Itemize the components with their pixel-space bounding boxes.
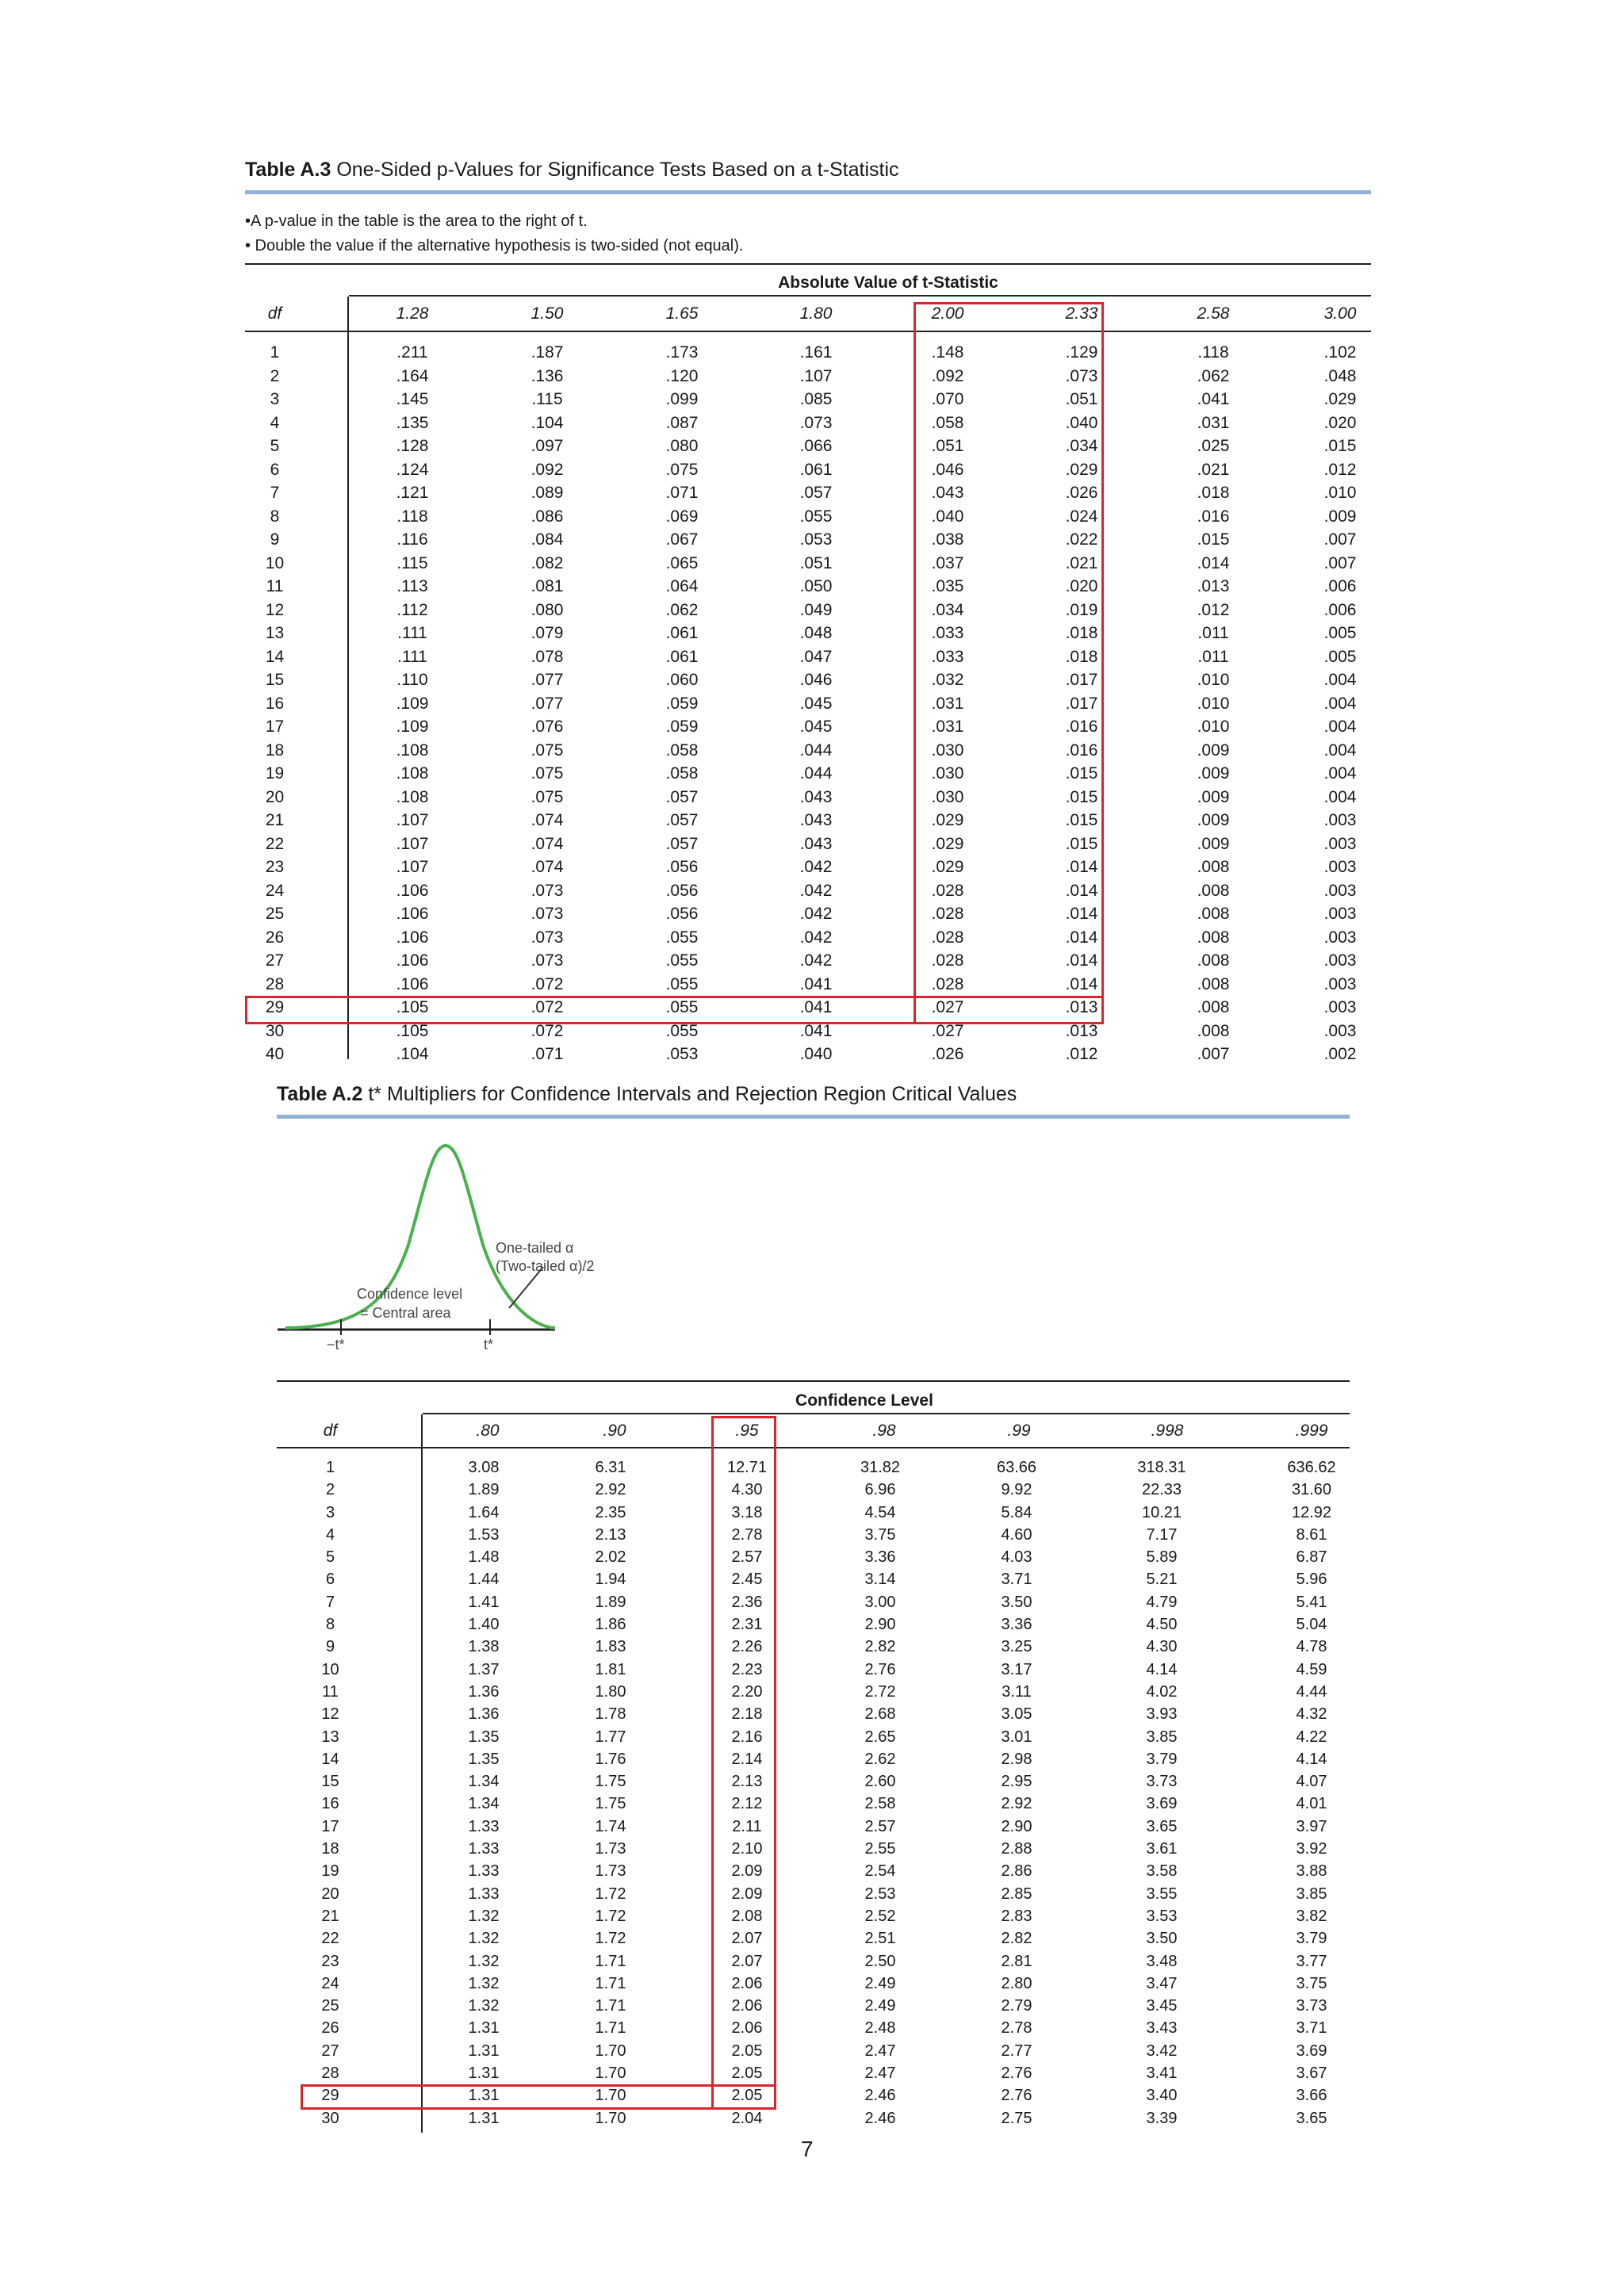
table-a2-values-999: 636.62 31.60 12.92 8.61 6.87 5.96 5.41 5.04 4.78 4.59 4.44 4.32 4.22 4.14 4.07 4.01 3.97 3.92 3.88 3.85 3.82 3.79 3.77 3.75 3.73 3.71 3.69 3.67 3.66 3.65 xyxy=(1287,1459,1336,2127)
table-a2-col-80: .80 xyxy=(476,1422,500,1440)
table-a3-col-2-00: 2.00 xyxy=(931,304,964,323)
table-a3-col-1-80: 1.80 xyxy=(799,304,833,323)
table-a2-df-column: 1 2 3 4 5 6 7 8 9 10 11 12 13 14 15 16 17 18 19 20 21 22 23 24 25 26 27 28 29 30 xyxy=(321,1459,339,2127)
table-a3-values-1-28: .211 .164 .145 .135 .128 .124 .121 .118 .116 .115 .113 .112 .111 .111 .110 .109 .109 .108 .108 .108 .107 .107 .107 .106 .106 .106 .106 .106 .105 .105 .104 xyxy=(396,343,429,1059)
table-a2-title-prefix: Table A.2 xyxy=(277,1083,363,1105)
table-a2-col-99: .99 xyxy=(1007,1422,1031,1440)
table-a3-body xyxy=(245,0,1387,1059)
table-a2-col-df: df xyxy=(323,1422,338,1440)
table-a3-col-1-28: 1.28 xyxy=(396,304,429,323)
table-a2-col-98: .98 xyxy=(872,1422,896,1440)
table-a3-title-prefix: Table A.3 xyxy=(245,159,331,181)
table-a2-title-text: t* Multipliers for Confidence Intervals and Rejection Region Critical Values xyxy=(368,1083,1017,1105)
table-a2-values-90: 6.31 2.92 2.35 2.13 2.02 1.94 1.89 1.86 1.83 1.81 1.80 1.78 1.77 1.76 1.75 1.75 1.74 1.73 1.73 1.72 1.72 1.72 1.71 1.71 1.71 1.71 1.70 1.70 1.70 1.70 xyxy=(595,1459,626,2127)
table-a2-col-95: .95 xyxy=(735,1422,759,1440)
table-a3-note-1: •A p-value in the table is the area to the right of t. xyxy=(245,212,588,230)
table-a3-note-2: • Double the value if the alternative hypothesis is two-sided (not equal). xyxy=(245,237,744,254)
page-number: 7 xyxy=(801,2137,814,2161)
table-a2-values-80: 3.08 1.89 1.64 1.53 1.48 1.44 1.41 1.40 1.38 1.37 1.36 1.36 1.35 1.35 1.34 1.34 1.33 1.33 1.33 1.33 1.32 1.32 1.32 1.32 1.32 1.31 1.31 1.31 1.31 1.31 xyxy=(468,1459,500,2127)
table-a2-values-99: 63.66 9.92 5.84 4.60 4.03 3.71 3.50 3.36 3.25 3.17 3.11 3.05 3.01 2.98 2.95 2.92 2.90 2.88 2.86 2.85 2.83 2.82 2.81 2.80 2.79 2.78 2.77 2.76 2.76 2.75 xyxy=(996,1459,1037,2127)
table-a2-top-rule xyxy=(277,1380,1350,1382)
table-a2-group-header: Confidence Level xyxy=(795,1391,933,1410)
table-a3-title-text: One-Sided p-Values for Significance Tests Based on a t-Statistic xyxy=(336,159,899,181)
two-tailed-label: (Two-tailed α)/2 xyxy=(496,1258,595,1274)
table-a3-values-3-00: .102 .048 .029 .020 .015 .012 .010 .009 .007 .007 .006 .006 .005 .005 .004 .004 .004 .004 .004 .004 .003 .003 .003 .003 .003 .003 .003 .003 .003 .003 .002 xyxy=(1323,343,1357,1059)
table-a3-values-1-50: .187 .136 .115 .104 .097 .092 .089 .086 .084 .082 .081 .080 .079 .078 .077 .077 .076 .075 .075 .075 .074 .074 .074 .073 .073 .073 .073 .072 .072 .072 .071 xyxy=(530,343,564,1059)
table-a3-col-1-65: 1.65 xyxy=(665,304,699,323)
table-a3-values-2-58: .118 .062 .041 .031 .025 .021 .018 .016 .015 .014 .013 .012 .011 .011 .010 .010 .010 .009 .009 .009 .009 .009 .008 .008 .008 .008 .008 .008 .008 .008 .007 xyxy=(1197,343,1230,1059)
central-area-label: = Central area xyxy=(360,1305,451,1321)
table-a2-col-999: .999 xyxy=(1295,1422,1328,1440)
table-a3-values-1-80: .161 .107 .085 .073 .066 .061 .057 .055 .053 .051 .050 .049 .048 .047 .046 .045 .045 .044 .044 .043 .043 .043 .042 .042 .042 .042 .042 .041 .041 .041 .040 xyxy=(799,343,833,1059)
table-a3-values-1-65: .173 .120 .099 .087 .080 .075 .071 .069 .067 .065 .064 .062 .061 .061 .060 .059 .059 .058 .058 .057 .057 .057 .056 .056 .056 .055 .055 .055 .055 .055 .053 xyxy=(665,343,699,1059)
table-a2-values-95: 12.71 4.30 3.18 2.78 2.57 2.45 2.36 2.31 2.26 2.23 2.20 2.18 2.16 2.14 2.13 2.12 2.11 2.10 2.09 2.09 2.08 2.07 2.07 2.06 2.06 2.06 2.05 2.05 2.05 2.04 xyxy=(726,1459,768,2127)
one-tailed-label: One-tailed α xyxy=(496,1240,574,1256)
table-a2-values-998: 318.31 22.33 10.21 7.17 5.89 5.21 4.79 4.50 4.30 4.14 4.02 3.93 3.85 3.79 3.73 3.69 3.65 3.61 3.58 3.55 3.53 3.50 3.48 3.47 3.45 3.43 3.42 3.41 3.40 3.39 xyxy=(1137,1459,1186,2127)
table-a3-highlight-row-29 xyxy=(245,996,1104,1024)
table-a3-group-header: Absolute Value of t-Statistic xyxy=(778,274,998,292)
table-a3-col-1-50: 1.50 xyxy=(530,304,564,323)
neg-t-label: −t* xyxy=(327,1337,345,1353)
table-a3-values-2-00: .148 .092 .070 .058 .051 .046 .043 .040 .038 .037 .035 .034 .033 .033 .032 .031 .031 .030 .030 .030 .029 .029 .029 .028 .028 .028 .028 .028 .027 .027 .026 xyxy=(931,343,964,1059)
t-distribution-figure xyxy=(270,1126,603,1364)
table-a3-col-2-33: 2.33 xyxy=(1065,304,1098,323)
table-a2-header-rule xyxy=(277,1447,1350,1448)
table-a2-highlight-row-29 xyxy=(301,2084,776,2110)
table-a2-group-rule xyxy=(423,1413,1350,1414)
table-a2-title xyxy=(277,1083,1017,1106)
table-a3-values-2-33: .129 .073 .051 .040 .034 .029 .026 .024 .022 .021 .020 .019 .018 .018 .017 .017 .016 .016 .015 .015 .015 .015 .014 .014 .014 .014 .014 .014 .013 .013 .012 xyxy=(1065,343,1098,1059)
table-a2-values-98: 31.82 6.96 4.54 3.75 3.36 3.14 3.00 2.90 2.82 2.76 2.72 2.68 2.65 2.62 2.60 2.58 2.57 2.55 2.54 2.53 2.52 2.51 2.50 2.49 2.49 2.48 2.47 2.47 2.46 2.46 xyxy=(860,1459,901,2127)
table-a2-col-998: .998 xyxy=(1151,1422,1184,1440)
table-a3-col-3-00: 3.00 xyxy=(1323,304,1357,323)
table-a2-df-divider xyxy=(421,1414,423,2133)
table-a3-col-df: df xyxy=(267,304,282,323)
table-a2-highlight-column-95 xyxy=(711,1416,776,2110)
table-a2-title-rule xyxy=(277,1115,1350,1119)
table-a2-col-90: .90 xyxy=(603,1422,626,1440)
table-a3-col-2-58: 2.58 xyxy=(1197,304,1230,323)
pos-t-label: t* xyxy=(484,1337,494,1353)
table-a3-highlight-columns xyxy=(914,302,1104,1024)
confidence-level-label: Confidence level xyxy=(357,1286,463,1302)
table-a3-df-column: 1 2 3 4 5 6 7 8 9 10 11 12 13 14 15 16 17 18 19 20 21 22 23 24 25 26 27 28 29 30 40 xyxy=(265,343,285,1059)
